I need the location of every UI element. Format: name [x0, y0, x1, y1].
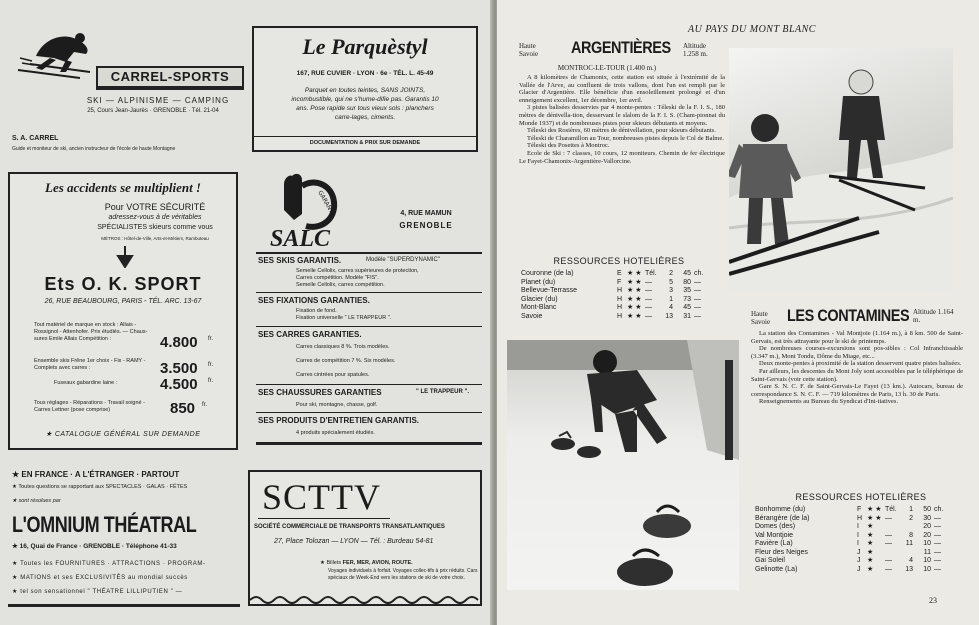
hotel-stars: ★	[867, 557, 874, 564]
ok-sport-pitch-2: adressez-vous à de véritables	[108, 214, 202, 221]
hotel-name: Favière (La)	[755, 540, 793, 547]
hotel-tel: 2	[909, 514, 913, 522]
hotel-tel-label: Tél.	[645, 270, 657, 277]
svg-text:GARANTI: GARANTI	[316, 189, 336, 217]
ok-sport-address: 26, RUE BEAUBOURG, PARIS - TÉL. ARC. 13-67	[44, 298, 202, 305]
parquestyl-body: Parquet en toutes teintes, SANS JOINTS, incombustible, qui ne s'hume-difie pas. Garantis 10 ans. Pose rapide sur tous vieux sols : planchers carre-lages, ciments.	[291, 87, 439, 121]
argentieres-region: Haute Savoie	[519, 42, 539, 58]
hotel-stars: ★	[867, 565, 874, 573]
hotel-type: H	[617, 304, 623, 311]
contamines-para-5: Gare S. N. C. F. de Saint-Gervais-Le Fayet (13 km.). Autocars, bureau de correspondance S. N. C. F. — 719 kilomètres de Paris, 13 h. 30 de Paris.	[751, 383, 963, 398]
hotel-tel: 5	[669, 278, 673, 286]
hotel-rooms: 80	[683, 278, 691, 286]
omnium-line-6-text: MATIONS et ses EXCLUSIVITÉS au mondial succès	[20, 575, 188, 581]
omnium-line-2: ★ Toutes questions se rapportant aux SPECTACLES · GALAS · FÊTES	[12, 484, 188, 490]
hotel-type: J	[857, 548, 861, 556]
children-skiing-illustration	[729, 48, 953, 292]
hotel-tel: 2	[669, 270, 673, 277]
hotel-dash: —	[885, 514, 892, 522]
hotel-rooms: 30	[923, 514, 931, 522]
right-page-header: AU PAYS DU MONT BLANC	[688, 24, 816, 35]
right-page	[497, 0, 979, 625]
argentieres-para-4: Téleski de Charamillon au Tour, nombreuses pistes depuis le Col de Balme.	[527, 134, 724, 142]
argentieres-text	[519, 74, 725, 165]
skier-logo-icon	[16, 28, 108, 80]
hotel-unit: —	[934, 565, 941, 573]
table-row	[755, 532, 965, 541]
contamines-altitude: Altitude 1.164 m.	[913, 308, 954, 324]
table-row	[755, 515, 965, 524]
argentieres-subtitle: MONTROC-LE-TOUR (1.400 m.)	[557, 64, 657, 72]
argentieres-para-6: Ecole de Ski : 7 classes, 10 cours, 12 moniteurs. Chemin de fer électrique Le Fayet-Chamonix-Argentière-Vallorcine.	[519, 149, 725, 165]
ok-offer-price-3: 4.500	[160, 376, 198, 393]
hotel-dash: —	[885, 540, 892, 547]
hotel-rooms: 10	[923, 565, 931, 573]
hotel-tel: 1	[909, 506, 913, 513]
hotel-stars: ★ ★	[627, 304, 642, 311]
salc-address-1: 4, RUE MAMUN	[400, 210, 452, 217]
scttv-address: 27, Place Tolozan — LYON — Tél. : Burdeau 54-81	[274, 538, 434, 545]
salc-s3-line-2: Carres de compétition 7 %. Six modèles.	[296, 358, 396, 364]
wave-border-icon	[250, 594, 480, 604]
hotel-dash: —	[645, 278, 652, 286]
salc-s1-line-2: Carres compétition. Modèle "FIS".	[296, 275, 379, 281]
ok-offer-unit-3: fr.	[208, 378, 214, 384]
argentieres-para-3: Téleski des Rosières, 60 mètres de dénivellation, pour skieurs débutants.	[527, 127, 716, 135]
hotel-unit: ch.	[694, 270, 704, 277]
table-row	[521, 287, 721, 296]
hotel-dash: —	[645, 304, 652, 311]
salc-s1-line-1: Semelle Cellolix, carres supérieures de protection,	[296, 268, 419, 274]
table-row	[755, 506, 965, 515]
argentieres-para-5: Téleski des Posettes à Montroc.	[527, 142, 610, 150]
hotel-stars: ★	[867, 523, 874, 530]
carrel-brand-box	[96, 66, 244, 88]
omnium-line-1-text: EN FRANCE · A L'ÉTRANGER · PARTOUT	[21, 470, 180, 479]
hotel-unit: —	[694, 295, 701, 303]
hotel-tel: 4	[669, 304, 673, 311]
page-number: 23	[929, 596, 937, 605]
salc-ad	[256, 170, 482, 460]
hotel-tel	[901, 549, 913, 558]
hotel-name: Couronne (de la)	[521, 270, 574, 277]
contamines-para-3: Deux monte-pentes à proximité de la station desservent quatre pistes balisées.	[759, 360, 962, 368]
salc-section-1-title: SES SKIS GARANTIS.	[258, 256, 342, 265]
contamines-para-6: Renseignements au Bureau du Syndicat d'Ini-tiatives.	[759, 398, 899, 406]
hotel-rooms: 20	[923, 523, 931, 530]
hotel-stars: ★ ★	[627, 312, 642, 320]
hotel-rooms: 10	[923, 540, 931, 547]
hotel-name: Domes (des)	[755, 523, 796, 530]
salc-section-4-title: SES CHAUSSURES GARANTIES	[258, 388, 382, 397]
hotel-tel: 4	[909, 557, 913, 564]
table-row	[521, 304, 721, 313]
carrel-address: 25, Cours Jean-Jaurès · GRENOBLE · Tél. 21-04	[87, 108, 219, 114]
table-row	[521, 313, 721, 322]
hotel-name: Gai Soleil	[755, 557, 785, 564]
argentieres-para-1: A 8 kilomètres de Chamonix, cette station est située à l'extrémité de la Vallée de l'Arve, au confluent de trois vallons, dont l'un est rempli par le Glacier d'Argentière. Elle bénéficie d'un ensoleillement prolongé et d'un enneigement excellent, 1er décembre, 1er avril.	[519, 74, 725, 104]
hotel-dash: —	[885, 565, 892, 573]
ok-offer-price-4: 850	[170, 400, 196, 417]
hotel-unit: —	[934, 540, 941, 547]
contamines-region: Haute Savoie	[751, 310, 771, 326]
hotel-tel-label: Tél.	[885, 506, 897, 513]
hotel-dash	[885, 523, 901, 532]
hotel-type: F	[857, 506, 862, 513]
hotel-rooms: 31	[683, 312, 691, 320]
hotel-name: Fleur des Neiges	[755, 548, 808, 556]
argentieres-altitude: Altitude 1.258 m.	[683, 42, 708, 58]
hotel-name: Savoie	[521, 312, 543, 320]
hotel-name: Mont-Blanc	[521, 304, 557, 311]
table-row	[755, 540, 965, 549]
contamines-hotels-table	[755, 506, 965, 574]
hotel-stars: ★	[867, 540, 874, 547]
curling-illustration	[507, 340, 739, 590]
scttv-name: SOCIÉTÉ COMMERCIALE DE TRANSPORTS TRANSATLANTIQUES	[254, 524, 445, 530]
hotel-type: H	[617, 312, 623, 320]
hotel-type: I	[857, 523, 859, 530]
hotel-name: Glacier (du)	[521, 295, 558, 303]
contamines-para-1: La station des Contamines - Val Montjoie (1.164 m.), à 8 km. 500 de Saint-Gervais, est très attrayante pour le ski de printemps.	[751, 330, 963, 345]
salc-section-3-title: SES CARRES GARANTIES.	[258, 330, 362, 339]
hotel-stars: ★ ★	[627, 287, 642, 294]
contamines-title: LES CONTAMINES	[787, 306, 910, 325]
scttv-tickets: ★ Billets FER, MER, AVION, ROUTE.	[320, 560, 413, 566]
omnium-line-5: ★ Toutes les FOURNITURES · ATTRACTIONS · PROGRAM-	[12, 561, 206, 567]
scttv-logo: SCTTV	[262, 477, 382, 517]
salc-section-5-title: SES PRODUITS D'ENTRETIEN GARANTIS.	[258, 416, 420, 425]
hotel-tel: 11	[905, 540, 913, 547]
hotel-stars: ★	[867, 531, 874, 539]
photo-children-skiing	[729, 48, 953, 292]
hotel-name: Val Montjoie	[755, 531, 794, 539]
hotel-rooms: 50	[923, 506, 931, 513]
ok-sport-name: Ets O. K. SPORT	[44, 274, 202, 294]
parquestyl-title: Le Parquèstyl	[302, 34, 428, 59]
hotel-rooms: 45	[683, 270, 691, 277]
hotel-tel: 8	[909, 531, 913, 539]
contamines-para-2: De nombreuses courses-excursions sont pos-sibles : Col Infranchissable (3.347 m.), Mont Tondu, Dôme du Miage, etc...	[751, 345, 963, 360]
hotel-type: H	[617, 287, 623, 294]
ok-sport-pitch-1: Pour VOTRE SÉCURITÉ	[104, 202, 206, 212]
scttv-tickets-label: Billets	[326, 560, 342, 566]
hotel-name: Planet (du)	[521, 278, 556, 286]
omnium-address-text: 16, Quai de France · GRENOBLE · Téléphone 41-33	[19, 543, 177, 550]
table-row	[755, 549, 965, 558]
ok-sport-metro: MÉTROS : Hôtel-de-Ville, Arts-et-Métiers, Rambuteau	[101, 236, 209, 241]
omnium-line-6: ★ MATIONS et ses EXCLUSIVITÉS au mondial succès	[12, 575, 188, 581]
salc-section-2-title: SES FIXATIONS GARANTIES.	[258, 296, 370, 305]
hotel-unit: —	[934, 557, 941, 564]
contamines-text	[751, 330, 963, 406]
scttv-ad	[248, 470, 482, 606]
table-row	[521, 279, 721, 288]
omnium-address: ★ 16, Quai de France · GRENOBLE · Téléphone 41-33	[12, 543, 177, 550]
hotel-name: Gelinotte (La)	[755, 565, 798, 573]
hotel-unit: ch.	[934, 506, 944, 513]
salc-s2-line-2: Fixation universelle " LE TRAPPEUR ".	[296, 315, 392, 321]
hotel-dash: —	[645, 287, 652, 294]
salc-address-2: GRENOBLE	[399, 221, 453, 230]
parquestyl-footer: DOCUMENTATION & PRIX SUR DEMANDE	[309, 140, 421, 146]
omnium-name: L'OMNIUM THÉATRAL	[12, 512, 197, 537]
argentieres-hotels-table	[521, 270, 721, 321]
argentieres-para-2: 3 pistes balisées desservies par 4 monte-pentes : Téleski de la F. I. S., 180 mètres de dénivella-tion, desservant le slalom de la F. I. S. (Cham-pionnat du Monde 1937) et de nombreuses pistes pour skieurs débutants et moyens.	[519, 104, 725, 127]
argentieres-title: ARGENTIÈRES	[571, 38, 671, 57]
ok-offer-text-2: Ensemble skis Frêne 1er choix - Fix - RAMY - Complets avec carres :	[34, 358, 146, 371]
ok-offer-text-1: Tout matériel de marque en stock : Allais - Rossignol - Attenhofer. Prix étudiés. — Chaus-sures Emile Allais Compétition :	[34, 322, 148, 342]
ok-catalogue-text: CATALOGUE GÉNÉRAL SUR DEMANDE	[54, 431, 201, 438]
omnium-line-2-text: Toutes questions se rapportant aux SPECTACLES · GALAS · FÊTES	[18, 484, 188, 490]
hotel-unit: —	[934, 514, 941, 522]
hotel-type: J	[857, 557, 861, 564]
glove-logo-icon	[268, 170, 342, 250]
hotel-dash	[885, 549, 901, 558]
hotel-unit: —	[694, 287, 701, 294]
ok-offer-text-3: Fuseaux gabardine laine :	[54, 380, 118, 386]
hotel-unit: —	[934, 548, 941, 556]
omnium-line-5-text: Toutes les FOURNITURES · ATTRACTIONS · PROGRAM-	[20, 561, 206, 567]
ok-offer-unit-2: fr.	[208, 362, 214, 368]
hotel-unit: —	[694, 278, 701, 286]
ok-sport-catalogue: ★ CATALOGUE GÉNÉRAL SUR DEMANDE	[45, 431, 201, 438]
omnium-line-7-text: tel son sensationnel " THÉATRE LILLIPUTIEN " —	[20, 589, 183, 595]
ok-offer-unit-4: fr.	[202, 402, 208, 408]
svg-text:SALC: SALC	[270, 226, 331, 250]
hotel-name: Bonhomme (du)	[755, 506, 806, 513]
omnium-line-7: ★ tel son sensationnel " THÉATRE LILLIPUTIEN " —	[12, 589, 183, 595]
hotel-unit: —	[694, 312, 701, 320]
ok-sport-headline: Les accidents se multiplient !	[45, 180, 201, 195]
ok-offer-price-2: 3.500	[160, 360, 198, 377]
hotel-type: E	[617, 270, 622, 277]
hotel-stars: ★ ★	[627, 278, 642, 286]
omnium-line-3-text: sont résolues par	[18, 498, 61, 504]
hotel-rooms: 10	[923, 557, 931, 564]
scttv-tickets-modes: FER, MER, AVION, ROUTE.	[342, 560, 413, 566]
carrel-guide: Guide et moniteur de ski, ancien instructeur de l'école de haute Montagne	[12, 146, 176, 152]
salc-s1-line-3: Semelle Cellolix, carres compétition.	[296, 282, 385, 288]
carrel-brand: CARREL-SPORTS	[110, 69, 230, 84]
ok-offer-unit-1: fr.	[208, 336, 214, 342]
ok-sport-ad	[8, 172, 238, 450]
carrel-sports-ad	[12, 28, 244, 156]
omnium-line-1: ★ EN FRANCE · A L'ÉTRANGER · PARTOUT	[12, 470, 180, 479]
ok-offer-price-1: 4.800	[160, 334, 198, 351]
ok-offer-text-4: Tous réglages - Réparations - Travail soigné - Carres Lettner (pose comprise)	[34, 400, 145, 413]
carrel-activities: SKI — ALPINISME — CAMPING	[86, 96, 230, 105]
table-row	[755, 557, 965, 566]
hotel-dash: —	[885, 531, 892, 539]
hotel-rooms: 73	[683, 295, 691, 303]
salc-section-1-extra: Modèle "SUPERDYNAMIC"	[366, 257, 440, 263]
hotel-stars: ★ ★	[867, 514, 882, 522]
hotel-tel: 13	[905, 565, 913, 573]
hotel-unit: —	[694, 304, 701, 311]
hotel-dash: —	[645, 295, 652, 303]
hotel-type: I	[857, 540, 859, 547]
hotel-rooms: 20	[923, 531, 931, 539]
hotel-tel	[901, 523, 913, 532]
hotel-stars: ★	[867, 548, 874, 556]
table-row	[755, 566, 965, 575]
omnium-ad	[8, 466, 244, 616]
parquestyl-ad	[252, 26, 478, 152]
table-row	[521, 270, 721, 279]
scttv-details: Voyages individuels à forfait. Voyages collec-tifs à prix réduits. Cars spéciaux de Week-End vers les stations de ski de votre choix.	[328, 568, 478, 581]
photo-curling	[507, 340, 739, 590]
salc-s2-line-1: Fixation de fond.	[296, 308, 337, 314]
carrel-company: S. A. CARREL	[12, 135, 59, 142]
hotel-type: J	[857, 565, 861, 573]
hotel-unit: —	[934, 523, 941, 530]
hotel-name: Bérangère (de la)	[755, 514, 810, 522]
argentieres-hotels-title: RESSOURCES HOTELIÈRES	[553, 256, 685, 266]
salc-s3-line-1: Carres classiques 8 %. Trois modèles.	[296, 344, 390, 350]
hotel-type: I	[857, 531, 859, 539]
hotel-type: H	[617, 295, 623, 303]
hotel-type: F	[617, 278, 622, 286]
hotel-name: Bellevue-Terrasse	[521, 287, 578, 294]
salc-s3-line-3: Carres cintrées pour spatules.	[296, 372, 370, 378]
hotel-rooms: 11	[923, 548, 931, 556]
hotel-dash: —	[645, 312, 652, 320]
hotel-rooms: 45	[683, 304, 691, 311]
salc-s4-line-1: Pour ski, montagne, chasse, golf.	[296, 402, 378, 408]
salc-section-4-extra: " LE TRAPPEUR ".	[416, 389, 470, 395]
hotel-tel: 3	[669, 287, 673, 294]
hotel-tel: 13	[665, 312, 673, 320]
omnium-line-3: ★ sont résolues par	[12, 498, 61, 504]
salc-s5-line-1: 4 produits spécialement étudiés.	[296, 430, 375, 436]
hotel-stars: ★ ★	[627, 270, 642, 277]
hotel-dash: —	[885, 557, 892, 564]
arrow-down-icon	[116, 246, 134, 268]
table-row	[755, 523, 965, 532]
hotel-unit: —	[934, 531, 941, 539]
ok-sport-pitch-3: SPÉCIALISTES skieurs comme vous	[97, 224, 213, 231]
hotel-tel: 1	[669, 295, 673, 303]
hotel-stars: ★ ★	[867, 506, 882, 513]
hotel-rooms: 35	[683, 287, 691, 294]
parquestyl-address: 167, RUE CUVIER · LYON · 6e · TÉL. L. 45-49	[296, 70, 434, 77]
table-row	[521, 296, 721, 305]
hotel-stars: ★ ★	[627, 295, 642, 303]
contamines-hotels-title: RESSOURCES HOTELIÈRES	[795, 492, 927, 502]
hotel-type: H	[857, 514, 863, 522]
contamines-para-4: Par ailleurs, les descentes du Mont Joly sont accessibles par le téléphérique de Saint-Gervais (voir cette station).	[751, 367, 963, 383]
